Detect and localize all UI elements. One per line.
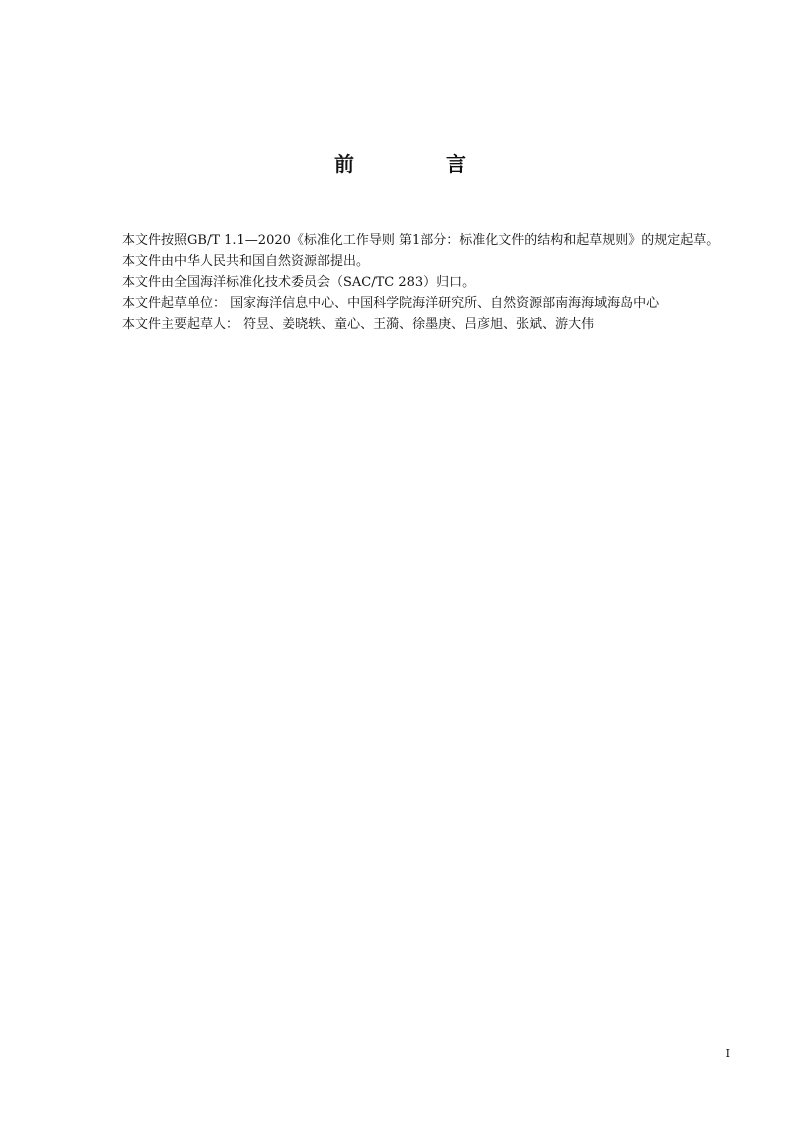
paragraph-drafting-basis: 本文件按照GB/T 1.1—2020《标准化工作导则 第1部分：标准化文件的结构和起草规则》的规定起草。 [122, 233, 720, 248]
paragraph-main-drafters: 本文件主要起草人： 符昱、姜晓轶、童心、王漪、徐墨庚、吕彦旭、张斌、游大伟 [122, 317, 595, 332]
page-number: I [725, 1047, 730, 1060]
foreword-body [96, 230, 728, 335]
paragraph-proposer: 本文件由中华人民共和国自然资源部提出。 [122, 254, 370, 269]
paragraph-technical-committee: 本文件由全国海洋标准化技术委员会（SAC/TC 283）归口。 [122, 275, 476, 290]
paragraph-drafting-units: 本文件起草单位： 国家海洋信息中心、中国科学院海洋研究所、自然资源部南海海域海岛中心 [122, 296, 660, 311]
page-title: 前 言 [334, 152, 502, 176]
